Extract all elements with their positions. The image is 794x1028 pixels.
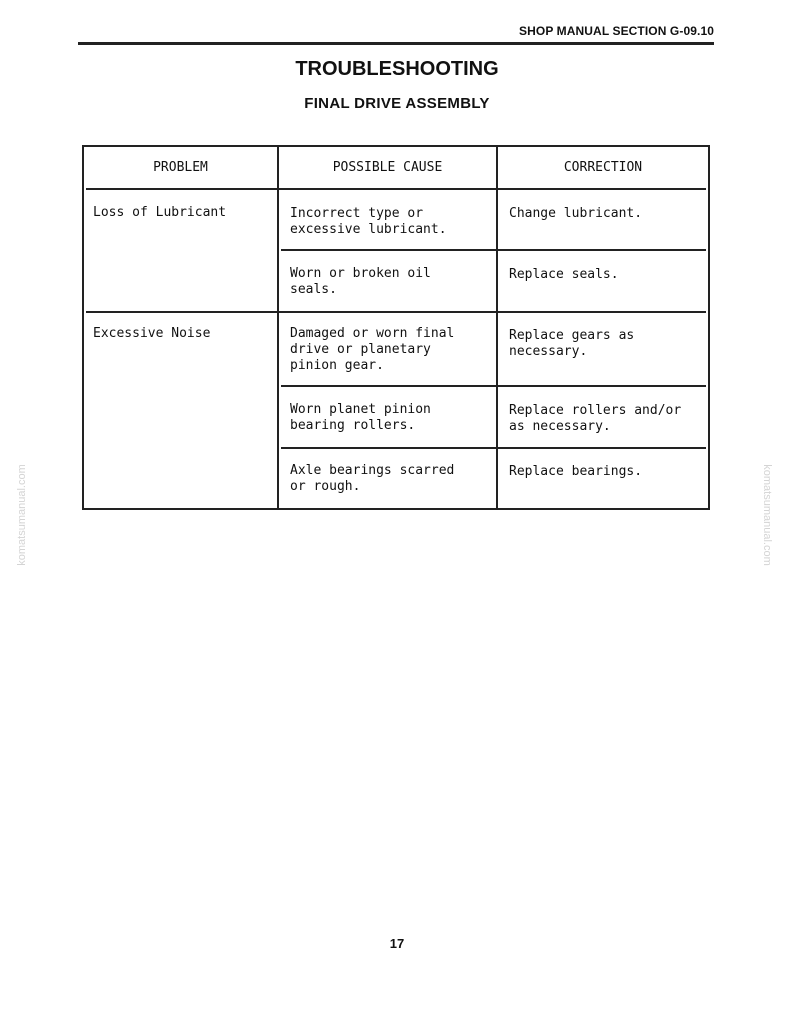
cause-cell: Axle bearings scarred or rough.: [290, 463, 455, 494]
header-bottom-rule: [86, 188, 706, 190]
header-rule: [78, 42, 714, 45]
cause-cell: Damaged or worn final drive or planetary pinion gear.: [290, 326, 455, 373]
correction-cell: Replace gears as necessary.: [509, 328, 635, 359]
page-subtitle: FINAL DRIVE ASSEMBLY: [304, 95, 490, 112]
cause-cell: Incorrect type or excessive lubricant.: [290, 206, 447, 237]
table-top-rule: [82, 145, 710, 147]
table-border-left: [82, 145, 84, 509]
problem-cell: Excessive Noise: [93, 326, 211, 341]
watermark-left: komatsumanual.com: [16, 464, 28, 566]
table-divider-2: [496, 145, 498, 509]
correction-cell: Replace seals.: [509, 267, 619, 282]
table-border-right: [708, 145, 710, 509]
cause-cell: Worn or broken oil seals.: [290, 266, 431, 297]
page-title: TROUBLESHOOTING: [295, 58, 499, 80]
watermark-right: komatsumanual.com: [761, 464, 773, 566]
table-bottom-rule: [82, 508, 710, 510]
page-number: 17: [389, 936, 405, 951]
row-rule: [281, 447, 706, 449]
correction-cell: Replace bearings.: [509, 464, 643, 479]
correction-cell: Change lubricant.: [509, 206, 643, 221]
cause-cell: Worn planet pinion bearing rollers.: [290, 402, 431, 433]
row-rule: [86, 311, 706, 313]
row-rule: [281, 249, 706, 251]
correction-cell: Replace rollers and/or as necessary.: [509, 403, 682, 434]
section-header: SHOP MANUAL SECTION G-09.10: [519, 24, 714, 38]
problem-cell: Loss of Lubricant: [93, 205, 227, 220]
column-header-cause: POSSIBLE CAUSE: [332, 160, 443, 175]
column-header-problem: PROBLEM: [153, 160, 208, 175]
table-divider-1: [277, 145, 279, 509]
row-rule: [281, 385, 706, 387]
column-header-correction: CORRECTION: [563, 160, 643, 175]
